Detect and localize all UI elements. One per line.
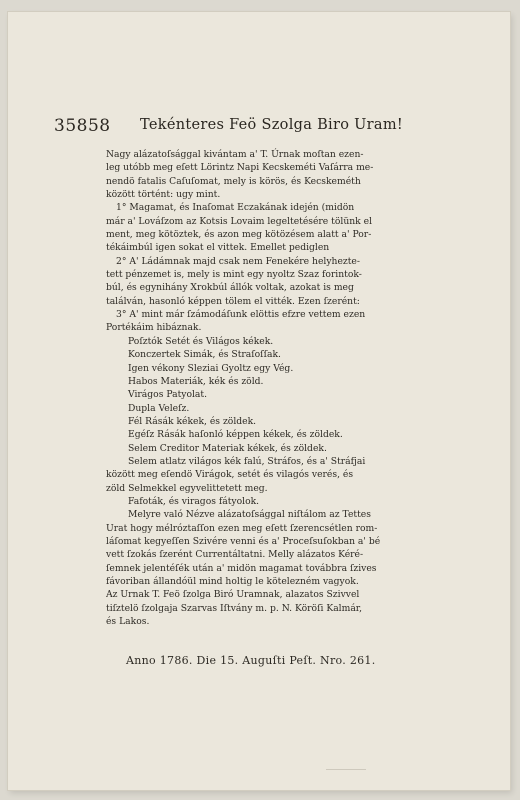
date-line: Anno 1786. Die 15. Auguſti Peſt. Nro. 261. <box>126 654 376 667</box>
text-line: találván, hasonló képpen tölem el vitték. Ezen ſzerént: <box>106 295 360 307</box>
text-line: ſemnek jelentéſék után a' midön magamat továbbra ſzives <box>106 562 377 574</box>
text-line: láſomat kegyeſſen Szivére venni és a' Proceſsuſokban a' bé <box>106 535 381 547</box>
document-number: 35858 <box>54 116 111 136</box>
text-line: között meg eſendö Virágok, setét és vilagós verés, és <box>106 469 354 481</box>
text-line: Fél Rásák kékek, és zöldek. <box>128 415 257 427</box>
text-line: már a' Lováſzom az Kotsis Lovaim legeltetésére tölünk el <box>106 215 373 227</box>
text-line: zöld Selmekkel egyvelittetett meg. <box>106 482 268 494</box>
letter-body <box>106 148 426 628</box>
faint-ink-mark <box>326 757 366 770</box>
document-content <box>8 12 510 790</box>
text-line: ment, meg kötöztek, és azon meg kötözésem alatt a' Por- <box>106 229 372 241</box>
text-line: tékáimbúl igen sokat el vittek. Emellet pediglen <box>106 242 330 254</box>
text-line: 1° Magamat, és Inaſomat Eczakának idején (midön <box>116 202 355 214</box>
text-line: Dupla Veleſz. <box>128 402 190 414</box>
text-line: leg utóbb meg eſett Lörintz Napi Kecskeméti Vaſárra me- <box>106 162 374 174</box>
text-line: között történt: ugy mint. <box>106 189 221 201</box>
text-line: nendö fatalis Caſuſomat, mely is körös, és Kecskeméth <box>106 175 361 187</box>
text-line: Nagy alázatoſsággal kivántam a' T. Úrnak moſtan ezen- <box>106 149 364 160</box>
text-line: tiſztelö ſzolgaja Szarvas Iſtvány m. p. N. Köröſi Kalmár, <box>106 602 363 614</box>
text-line: Virágos Patyolat. <box>128 389 208 401</box>
text-line: és Lakos. <box>106 616 150 628</box>
text-line: vett ſzokás ſzerént Currentáltatni. Melly alázatos Kéré- <box>106 549 364 561</box>
text-line: Egéſz Rásák haſonló képpen kékek, és zöldek. <box>128 429 343 441</box>
document-sheet <box>8 12 510 790</box>
document-title: Tekénteres Feö Szolga Biro Uram! <box>140 117 404 133</box>
text-line: tett pénzemet is, mely is mint egy nyoltz Szaz forintok- <box>106 269 362 281</box>
text-line: Az Urnak T. Feö ſzolga Biró Uramnak, alazatos Szivvel <box>106 589 360 601</box>
text-line: 3° A' mint már ſzámodáſunk elöttis efzre vettem ezen <box>116 309 366 321</box>
text-line: Urat hogy mélróztaſſon ezen meg eſett ſzerencsétlen rom- <box>106 522 378 534</box>
text-line: Igen vékony Sleziai Gyoltz egy Vég. <box>128 362 294 374</box>
text-line: 2° A' Ládámnak majd csak nem Fenekére helyhezte- <box>116 255 360 267</box>
text-line: Portékáim hibáznak. <box>106 322 202 334</box>
text-line: fávoriban állandóül mind holtig le kötelezném vagyok. <box>106 576 359 587</box>
text-line: Habos Materiák, kék és zöld. <box>128 375 264 387</box>
text-line: Selem Creditor Materiak kékek, és zöldek. <box>128 442 327 454</box>
text-line: Fafoták, és viragos fátyolok. <box>128 495 260 507</box>
text-line: búl, és egynihány Xrokbúl állók voltak, azokat is meg <box>106 282 354 294</box>
text-line: Selem atlatz világos kék falú, Stráfos, és a' Stráfjai <box>128 455 366 467</box>
text-line: Poſztók Setét és Világos kékek. <box>128 335 274 347</box>
text-line: Melyre való Nézve alázatoſsággal niſtálom az Tettes <box>128 509 371 521</box>
text-line: Konczertek Simák, és Straſoſſak. <box>128 349 281 361</box>
